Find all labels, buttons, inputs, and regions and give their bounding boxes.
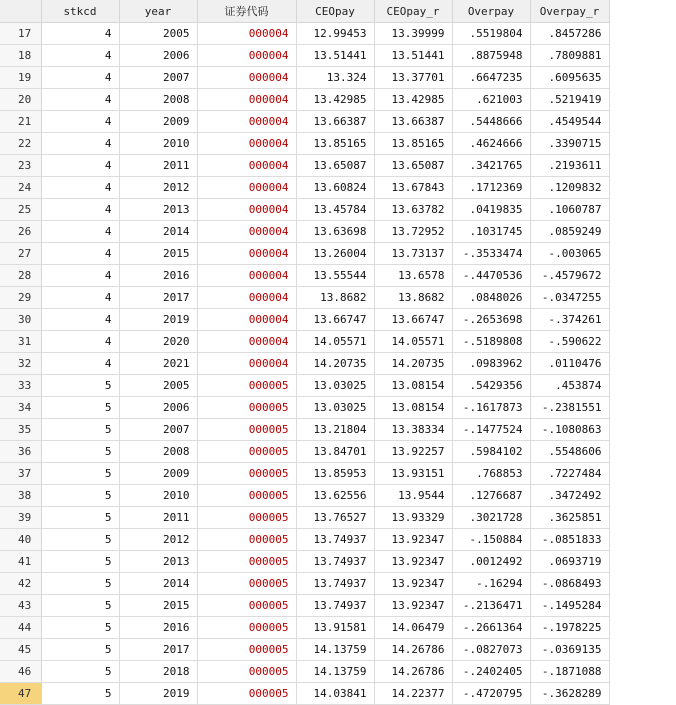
cell-stkcd[interactable]: 4 — [41, 287, 119, 309]
cell-overpay-r[interactable]: .5548606 — [530, 441, 609, 463]
cell-security-code[interactable]: 000004 — [197, 67, 296, 89]
row-number-cell[interactable]: 37 — [0, 463, 41, 485]
row-number-cell[interactable]: 39 — [0, 507, 41, 529]
table-row[interactable] — [0, 199, 609, 221]
cell-ceopay[interactable]: 13.66387 — [296, 111, 374, 133]
cell-stkcd[interactable]: 5 — [41, 573, 119, 595]
cell-year[interactable]: 2005 — [119, 23, 197, 45]
row-number-cell[interactable]: 20 — [0, 89, 41, 111]
row-number-cell[interactable]: 36 — [0, 441, 41, 463]
cell-year[interactable]: 2007 — [119, 419, 197, 441]
column-header-overpay-r[interactable]: Overpay_r — [530, 0, 609, 23]
cell-ceopay[interactable]: 13.8682 — [296, 287, 374, 309]
cell-ceopay-r[interactable]: 13.92347 — [374, 595, 452, 617]
row-number-cell[interactable]: 28 — [0, 265, 41, 287]
cell-overpay[interactable]: -.1617873 — [452, 397, 530, 419]
table-row[interactable] — [0, 23, 609, 45]
cell-year[interactable]: 2008 — [119, 441, 197, 463]
cell-stkcd[interactable]: 5 — [41, 485, 119, 507]
cell-ceopay[interactable]: 13.84701 — [296, 441, 374, 463]
column-header-overpay[interactable]: Overpay — [452, 0, 530, 23]
cell-stkcd[interactable]: 5 — [41, 441, 119, 463]
cell-ceopay-r[interactable]: 13.63782 — [374, 199, 452, 221]
cell-security-code[interactable]: 000005 — [197, 463, 296, 485]
cell-security-code[interactable]: 000004 — [197, 133, 296, 155]
cell-overpay-r[interactable]: .2193611 — [530, 155, 609, 177]
cell-ceopay[interactable]: 13.03025 — [296, 375, 374, 397]
cell-ceopay-r[interactable]: 13.66387 — [374, 111, 452, 133]
cell-year[interactable]: 2016 — [119, 265, 197, 287]
cell-year[interactable]: 2014 — [119, 221, 197, 243]
cell-ceopay-r[interactable]: 13.08154 — [374, 375, 452, 397]
cell-security-code[interactable]: 000005 — [197, 441, 296, 463]
cell-ceopay-r[interactable]: 13.66747 — [374, 309, 452, 331]
cell-ceopay-r[interactable]: 13.37701 — [374, 67, 452, 89]
column-header-row-number[interactable] — [0, 0, 41, 23]
table-row[interactable] — [0, 155, 609, 177]
cell-security-code[interactable]: 000005 — [197, 551, 296, 573]
cell-ceopay[interactable]: 14.13759 — [296, 639, 374, 661]
cell-overpay-r[interactable]: -.0347255 — [530, 287, 609, 309]
cell-year[interactable]: 2008 — [119, 89, 197, 111]
cell-ceopay[interactable]: 13.74937 — [296, 595, 374, 617]
cell-overpay[interactable]: .0983962 — [452, 353, 530, 375]
row-number-cell[interactable]: 17 — [0, 23, 41, 45]
table-row[interactable] — [0, 265, 609, 287]
cell-overpay-r[interactable]: -.0369135 — [530, 639, 609, 661]
cell-stkcd[interactable]: 5 — [41, 397, 119, 419]
cell-overpay[interactable]: .1712369 — [452, 177, 530, 199]
cell-year[interactable]: 2013 — [119, 551, 197, 573]
row-number-cell[interactable]: 40 — [0, 529, 41, 551]
cell-overpay-r[interactable]: -.0851833 — [530, 529, 609, 551]
cell-security-code[interactable]: 000005 — [197, 661, 296, 683]
cell-ceopay-r[interactable]: 14.20735 — [374, 353, 452, 375]
table-row[interactable] — [0, 507, 609, 529]
cell-overpay[interactable]: .5429356 — [452, 375, 530, 397]
cell-stkcd[interactable]: 5 — [41, 551, 119, 573]
row-number-cell[interactable]: 38 — [0, 485, 41, 507]
cell-security-code[interactable]: 000005 — [197, 375, 296, 397]
cell-security-code[interactable]: 000004 — [197, 199, 296, 221]
cell-year[interactable]: 2006 — [119, 45, 197, 67]
cell-year[interactable]: 2012 — [119, 177, 197, 199]
row-number-cell[interactable]: 26 — [0, 221, 41, 243]
cell-security-code[interactable]: 000005 — [197, 529, 296, 551]
cell-overpay[interactable]: -.3533474 — [452, 243, 530, 265]
row-number-cell[interactable]: 19 — [0, 67, 41, 89]
row-number-cell[interactable]: 29 — [0, 287, 41, 309]
cell-security-code[interactable]: 000005 — [197, 617, 296, 639]
cell-stkcd[interactable]: 4 — [41, 243, 119, 265]
cell-overpay-r[interactable]: .0859249 — [530, 221, 609, 243]
row-number-cell[interactable]: 32 — [0, 353, 41, 375]
cell-ceopay[interactable]: 14.13759 — [296, 661, 374, 683]
cell-ceopay[interactable]: 12.99453 — [296, 23, 374, 45]
cell-overpay-r[interactable]: .453874 — [530, 375, 609, 397]
cell-ceopay-r[interactable]: 13.08154 — [374, 397, 452, 419]
cell-stkcd[interactable]: 5 — [41, 375, 119, 397]
cell-ceopay[interactable]: 13.51441 — [296, 45, 374, 67]
cell-ceopay-r[interactable]: 13.65087 — [374, 155, 452, 177]
cell-security-code[interactable]: 000004 — [197, 23, 296, 45]
cell-stkcd[interactable]: 5 — [41, 507, 119, 529]
row-number-cell[interactable]: 46 — [0, 661, 41, 683]
cell-year[interactable]: 2019 — [119, 309, 197, 331]
cell-overpay-r[interactable]: .0110476 — [530, 353, 609, 375]
cell-year[interactable]: 2013 — [119, 199, 197, 221]
row-number-cell[interactable]: 42 — [0, 573, 41, 595]
cell-overpay[interactable]: .5984102 — [452, 441, 530, 463]
cell-overpay-r[interactable]: -.1080863 — [530, 419, 609, 441]
cell-security-code[interactable]: 000005 — [197, 573, 296, 595]
cell-year[interactable]: 2018 — [119, 661, 197, 683]
cell-ceopay[interactable]: 13.63698 — [296, 221, 374, 243]
cell-overpay[interactable]: -.16294 — [452, 573, 530, 595]
header-row — [0, 0, 609, 23]
cell-overpay[interactable]: .5448666 — [452, 111, 530, 133]
cell-overpay[interactable]: .0848026 — [452, 287, 530, 309]
cell-year[interactable]: 2009 — [119, 111, 197, 133]
cell-stkcd[interactable]: 4 — [41, 23, 119, 45]
table-row[interactable] — [0, 45, 609, 67]
table-row[interactable] — [0, 661, 609, 683]
table-row[interactable] — [0, 89, 609, 111]
table-row[interactable] — [0, 309, 609, 331]
cell-overpay-r[interactable]: .5219419 — [530, 89, 609, 111]
cell-overpay-r[interactable]: .1060787 — [530, 199, 609, 221]
cell-ceopay[interactable]: 13.85165 — [296, 133, 374, 155]
row-number-cell[interactable]: 30 — [0, 309, 41, 331]
cell-ceopay[interactable]: 13.03025 — [296, 397, 374, 419]
cell-ceopay[interactable]: 13.66747 — [296, 309, 374, 331]
row-number-cell[interactable]: 45 — [0, 639, 41, 661]
cell-stkcd[interactable]: 5 — [41, 683, 119, 705]
cell-ceopay-r[interactable]: 14.05571 — [374, 331, 452, 353]
cell-stkcd[interactable]: 5 — [41, 661, 119, 683]
cell-ceopay-r[interactable]: 14.26786 — [374, 661, 452, 683]
cell-security-code[interactable]: 000005 — [197, 639, 296, 661]
cell-stkcd[interactable]: 4 — [41, 155, 119, 177]
cell-overpay-r[interactable]: -.1871088 — [530, 661, 609, 683]
cell-ceopay[interactable]: 13.74937 — [296, 551, 374, 573]
cell-overpay[interactable]: -.0827073 — [452, 639, 530, 661]
cell-stkcd[interactable]: 4 — [41, 45, 119, 67]
cell-stkcd[interactable]: 4 — [41, 309, 119, 331]
cell-stkcd[interactable]: 5 — [41, 529, 119, 551]
cell-year[interactable]: 2015 — [119, 595, 197, 617]
cell-security-code[interactable]: 000004 — [197, 309, 296, 331]
cell-year[interactable]: 2005 — [119, 375, 197, 397]
cell-stkcd[interactable]: 5 — [41, 463, 119, 485]
cell-security-code[interactable]: 000005 — [197, 419, 296, 441]
row-number-cell[interactable]: 24 — [0, 177, 41, 199]
cell-overpay-r[interactable]: .6095635 — [530, 67, 609, 89]
table-row[interactable] — [0, 133, 609, 155]
cell-year[interactable]: 2010 — [119, 485, 197, 507]
cell-overpay[interactable]: .5519804 — [452, 23, 530, 45]
cell-ceopay[interactable]: 13.21804 — [296, 419, 374, 441]
cell-overpay[interactable]: .1031745 — [452, 221, 530, 243]
cell-ceopay-r[interactable]: 13.92347 — [374, 551, 452, 573]
cell-overpay-r[interactable]: -.1978225 — [530, 617, 609, 639]
column-header-stkcd[interactable]: stkcd — [41, 0, 119, 23]
table-row[interactable] — [0, 485, 609, 507]
cell-overpay[interactable]: .4624666 — [452, 133, 530, 155]
cell-overpay[interactable]: .1276687 — [452, 485, 530, 507]
cell-stkcd[interactable]: 4 — [41, 89, 119, 111]
cell-stkcd[interactable]: 4 — [41, 199, 119, 221]
cell-ceopay-r[interactable]: 14.22377 — [374, 683, 452, 705]
cell-year[interactable]: 2014 — [119, 573, 197, 595]
cell-ceopay[interactable]: 13.42985 — [296, 89, 374, 111]
table-row[interactable] — [0, 331, 609, 353]
table-row[interactable] — [0, 551, 609, 573]
table-row[interactable] — [0, 243, 609, 265]
cell-overpay-r[interactable]: .1209832 — [530, 177, 609, 199]
row-number-cell[interactable]: 33 — [0, 375, 41, 397]
cell-ceopay[interactable]: 13.55544 — [296, 265, 374, 287]
cell-ceopay-r[interactable]: 13.9544 — [374, 485, 452, 507]
cell-overpay[interactable]: .6647235 — [452, 67, 530, 89]
cell-ceopay-r[interactable]: 13.51441 — [374, 45, 452, 67]
cell-stkcd[interactable]: 4 — [41, 133, 119, 155]
cell-stkcd[interactable]: 5 — [41, 639, 119, 661]
cell-security-code[interactable]: 000004 — [197, 221, 296, 243]
cell-ceopay[interactable]: 14.20735 — [296, 353, 374, 375]
cell-overpay-r[interactable]: -.003065 — [530, 243, 609, 265]
cell-security-code[interactable]: 000005 — [197, 485, 296, 507]
cell-year[interactable]: 2017 — [119, 639, 197, 661]
cell-ceopay-r[interactable]: 13.39999 — [374, 23, 452, 45]
cell-security-code[interactable]: 000004 — [197, 155, 296, 177]
cell-ceopay[interactable]: 13.62556 — [296, 485, 374, 507]
cell-overpay[interactable]: .3421765 — [452, 155, 530, 177]
row-number-cell[interactable]: 47 — [0, 683, 41, 705]
table-row[interactable] — [0, 639, 609, 661]
cell-overpay[interactable]: -.150884 — [452, 529, 530, 551]
cell-overpay-r[interactable]: .0693719 — [530, 551, 609, 573]
cell-ceopay[interactable]: 13.74937 — [296, 529, 374, 551]
cell-ceopay-r[interactable]: 13.6578 — [374, 265, 452, 287]
row-number-cell[interactable]: 18 — [0, 45, 41, 67]
cell-overpay-r[interactable]: -.2381551 — [530, 397, 609, 419]
table-row[interactable] — [0, 177, 609, 199]
cell-ceopay[interactable]: 13.324 — [296, 67, 374, 89]
cell-stkcd[interactable]: 4 — [41, 111, 119, 133]
cell-overpay[interactable]: -.2653698 — [452, 309, 530, 331]
cell-stkcd[interactable]: 4 — [41, 265, 119, 287]
cell-overpay[interactable]: .0012492 — [452, 551, 530, 573]
table-row[interactable] — [0, 375, 609, 397]
cell-ceopay[interactable]: 13.60824 — [296, 177, 374, 199]
cell-security-code[interactable]: 000004 — [197, 177, 296, 199]
table-row[interactable] — [0, 419, 609, 441]
cell-overpay-r[interactable]: -.590622 — [530, 331, 609, 353]
table-row[interactable] — [0, 287, 609, 309]
table-row[interactable] — [0, 463, 609, 485]
cell-overpay[interactable]: .0419835 — [452, 199, 530, 221]
cell-year[interactable]: 2016 — [119, 617, 197, 639]
cell-year[interactable]: 2019 — [119, 683, 197, 705]
table-row[interactable] — [0, 397, 609, 419]
row-number-cell[interactable]: 23 — [0, 155, 41, 177]
cell-year[interactable]: 2011 — [119, 507, 197, 529]
cell-overpay[interactable]: -.2402405 — [452, 661, 530, 683]
cell-ceopay-r[interactable]: 13.92347 — [374, 573, 452, 595]
cell-overpay[interactable]: -.4720795 — [452, 683, 530, 705]
row-number-cell[interactable]: 31 — [0, 331, 41, 353]
table-row[interactable] — [0, 221, 609, 243]
cell-security-code[interactable]: 000005 — [197, 683, 296, 705]
table-row[interactable] — [0, 595, 609, 617]
cell-security-code[interactable]: 000005 — [197, 507, 296, 529]
cell-stkcd[interactable]: 5 — [41, 617, 119, 639]
table-row[interactable] — [0, 573, 609, 595]
column-header-ceopay-r[interactable]: CEOpay_r — [374, 0, 452, 23]
table-row[interactable] — [0, 353, 609, 375]
row-number-cell[interactable]: 41 — [0, 551, 41, 573]
cell-overpay[interactable]: .768853 — [452, 463, 530, 485]
cell-year[interactable]: 2021 — [119, 353, 197, 375]
cell-overpay[interactable]: .8875948 — [452, 45, 530, 67]
cell-overpay-r[interactable]: .7809881 — [530, 45, 609, 67]
table-row[interactable] — [0, 529, 609, 551]
cell-year[interactable]: 2009 — [119, 463, 197, 485]
table-row[interactable] — [0, 67, 609, 89]
cell-ceopay[interactable]: 13.65087 — [296, 155, 374, 177]
row-number-cell[interactable]: 34 — [0, 397, 41, 419]
cell-overpay-r[interactable]: -.4579672 — [530, 265, 609, 287]
table-row[interactable] — [0, 683, 609, 705]
cell-security-code[interactable]: 000004 — [197, 287, 296, 309]
cell-overpay-r[interactable]: -.0868493 — [530, 573, 609, 595]
cell-overpay[interactable]: -.1477524 — [452, 419, 530, 441]
cell-security-code[interactable]: 000004 — [197, 243, 296, 265]
cell-year[interactable]: 2020 — [119, 331, 197, 353]
cell-ceopay-r[interactable]: 13.73137 — [374, 243, 452, 265]
row-number-cell[interactable]: 44 — [0, 617, 41, 639]
cell-ceopay[interactable]: 13.74937 — [296, 573, 374, 595]
table-row[interactable] — [0, 111, 609, 133]
cell-ceopay-r[interactable]: 13.8682 — [374, 287, 452, 309]
cell-ceopay-r[interactable]: 14.06479 — [374, 617, 452, 639]
cell-stkcd[interactable]: 4 — [41, 353, 119, 375]
cell-stkcd[interactable]: 4 — [41, 67, 119, 89]
cell-overpay-r[interactable]: .3390715 — [530, 133, 609, 155]
table-row[interactable] — [0, 441, 609, 463]
cell-security-code[interactable]: 000004 — [197, 111, 296, 133]
cell-overpay-r[interactable]: .8457286 — [530, 23, 609, 45]
row-number-cell[interactable]: 22 — [0, 133, 41, 155]
cell-overpay[interactable]: -.5189808 — [452, 331, 530, 353]
cell-ceopay-r[interactable]: 13.42985 — [374, 89, 452, 111]
cell-year[interactable]: 2011 — [119, 155, 197, 177]
table-body — [0, 23, 609, 705]
row-number-cell[interactable]: 35 — [0, 419, 41, 441]
cell-ceopay-r[interactable]: 13.67843 — [374, 177, 452, 199]
cell-overpay-r[interactable]: .7227484 — [530, 463, 609, 485]
row-number-cell[interactable]: 43 — [0, 595, 41, 617]
cell-overpay-r[interactable]: -.374261 — [530, 309, 609, 331]
cell-ceopay[interactable]: 13.76527 — [296, 507, 374, 529]
cell-overpay-r[interactable]: .3625851 — [530, 507, 609, 529]
cell-overpay-r[interactable]: .4549544 — [530, 111, 609, 133]
row-number-cell[interactable]: 25 — [0, 199, 41, 221]
table-row[interactable] — [0, 617, 609, 639]
cell-ceopay-r[interactable]: 14.26786 — [374, 639, 452, 661]
cell-overpay[interactable]: -.2136471 — [452, 595, 530, 617]
cell-year[interactable]: 2012 — [119, 529, 197, 551]
cell-overpay[interactable]: -.4470536 — [452, 265, 530, 287]
column-header-year[interactable]: year — [119, 0, 197, 23]
cell-security-code[interactable]: 000004 — [197, 265, 296, 287]
cell-overpay-r[interactable]: .3472492 — [530, 485, 609, 507]
cell-ceopay-r[interactable]: 13.93151 — [374, 463, 452, 485]
cell-year[interactable]: 2006 — [119, 397, 197, 419]
cell-ceopay-r[interactable]: 13.72952 — [374, 221, 452, 243]
cell-ceopay-r[interactable]: 13.38334 — [374, 419, 452, 441]
cell-overpay-r[interactable]: -.3628289 — [530, 683, 609, 705]
cell-ceopay[interactable]: 13.45784 — [296, 199, 374, 221]
cell-year[interactable]: 2007 — [119, 67, 197, 89]
cell-stkcd[interactable]: 5 — [41, 419, 119, 441]
cell-security-code[interactable]: 000005 — [197, 595, 296, 617]
cell-stkcd[interactable]: 4 — [41, 221, 119, 243]
cell-security-code[interactable]: 000004 — [197, 353, 296, 375]
column-header-ceopay[interactable]: CEOpay — [296, 0, 374, 23]
cell-ceopay[interactable]: 14.03841 — [296, 683, 374, 705]
cell-ceopay[interactable]: 13.26004 — [296, 243, 374, 265]
cell-ceopay[interactable]: 13.91581 — [296, 617, 374, 639]
cell-year[interactable]: 2010 — [119, 133, 197, 155]
row-number-cell[interactable]: 21 — [0, 111, 41, 133]
cell-ceopay-r[interactable]: 13.85165 — [374, 133, 452, 155]
cell-security-code[interactable]: 000005 — [197, 397, 296, 419]
cell-stkcd[interactable]: 4 — [41, 177, 119, 199]
cell-overpay[interactable]: .621003 — [452, 89, 530, 111]
column-header-security-code[interactable]: 证券代码 — [197, 0, 296, 23]
cell-year[interactable]: 2017 — [119, 287, 197, 309]
cell-security-code[interactable]: 000004 — [197, 45, 296, 67]
cell-overpay-r[interactable]: -.1495284 — [530, 595, 609, 617]
cell-ceopay-r[interactable]: 13.92257 — [374, 441, 452, 463]
cell-security-code[interactable]: 000004 — [197, 331, 296, 353]
cell-ceopay-r[interactable]: 13.93329 — [374, 507, 452, 529]
cell-security-code[interactable]: 000004 — [197, 89, 296, 111]
cell-overpay[interactable]: -.2661364 — [452, 617, 530, 639]
cell-overpay[interactable]: .3021728 — [452, 507, 530, 529]
cell-ceopay[interactable]: 13.85953 — [296, 463, 374, 485]
cell-year[interactable]: 2015 — [119, 243, 197, 265]
cell-stkcd[interactable]: 5 — [41, 595, 119, 617]
row-number-cell[interactable]: 27 — [0, 243, 41, 265]
cell-ceopay-r[interactable]: 13.92347 — [374, 529, 452, 551]
cell-stkcd[interactable]: 4 — [41, 331, 119, 353]
cell-ceopay[interactable]: 14.05571 — [296, 331, 374, 353]
